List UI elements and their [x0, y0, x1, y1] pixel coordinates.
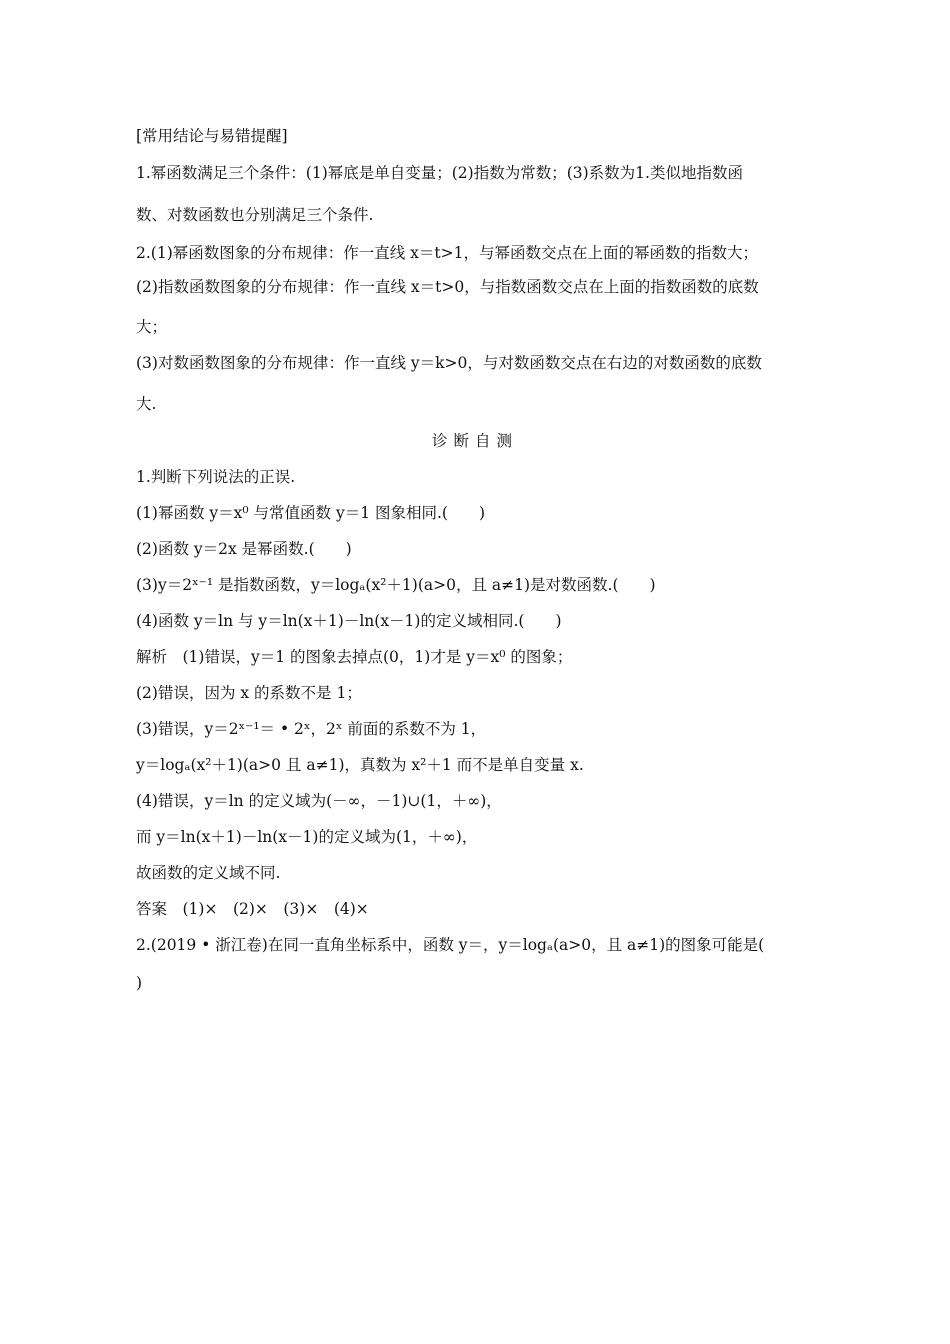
section-heading: [常用结论与易错提醒] [136, 127, 288, 145]
solution-line-4: y＝logₐ(x²＋1)(a>0 且 a≠1)，真数为 x²＋1 而不是单自变量 x. [136, 756, 584, 774]
solution-line-6: 而 y＝ln(x＋1)－ln(x－1)的定义域为(1，＋∞)， [136, 828, 478, 846]
question-2-line-2: ) [136, 974, 143, 992]
solution-line-2: (2)错误，因为 x 的系数不是 1； [136, 684, 362, 702]
paragraph-4-line-1: (3)对数函数图象的分布规律：作一直线 y＝k>0，与对数函数交点在右边的对数函数的底数 [136, 354, 762, 372]
question-1-item-3: (3)y＝2ˣ⁻¹ 是指数函数，y＝logₐ(x²＋1)(a>0，且 a≠1)是对数函数.( ) [136, 576, 656, 594]
paragraph-2: 2.(1)幂函数图象的分布规律：作一直线 x＝t>1，与幂函数交点在上面的幂函数的指数大； [136, 244, 758, 262]
paragraph-1-line-1: 1.幂函数满足三个条件：(1)幂底是单自变量；(2)指数为常数；(3)系数为1.类似地指数函 [136, 164, 743, 182]
paragraph-4-line-2: 大. [136, 395, 157, 413]
question-1-item-4: (4)函数 y＝ln 与 y＝ln(x＋1)－ln(x－1)的定义域相同.( ) [136, 612, 562, 630]
solution-line-1: 解析 (1)错误，y＝1 的图象去掉点(0，1)才是 y＝x⁰ 的图象； [136, 648, 573, 666]
paragraph-1-line-2: 数、对数函数也分别满足三个条件. [136, 206, 374, 224]
question-1-item-1: (1)幂函数 y＝x⁰ 与常值函数 y＝1 图象相同.( ) [136, 504, 486, 522]
question-1: 1.判断下列说法的正误. [136, 468, 296, 486]
answer-line: 答案 (1)× (2)× (3)× (4)× [136, 900, 369, 918]
paragraph-3-line-2: 大； [136, 318, 168, 336]
paragraph-3-line-1: (2)指数函数图象的分布规律：作一直线 x＝t>0，与指数函数交点在上面的指数函数的底数 [136, 278, 759, 296]
question-2-line-1: 2.(2019 • 浙江卷)在同一直角坐标系中，函数 y＝，y＝logₐ(a>0，且 a≠1)的图象可能是( [136, 936, 765, 954]
solution-line-7: 故函数的定义域不同. [136, 864, 281, 882]
solution-line-5: (4)错误，y＝ln 的定义域为(－∞，－1)∪(1，＋∞)， [136, 792, 502, 810]
question-1-item-2: (2)函数 y＝2x 是幂函数.( ) [136, 540, 352, 558]
solution-line-3: (3)错误，y＝2ˣ⁻¹＝ • 2ˣ，2ˣ 前面的系数不为 1， [136, 720, 487, 738]
self-test-title: 诊断自测 [431, 432, 518, 450]
